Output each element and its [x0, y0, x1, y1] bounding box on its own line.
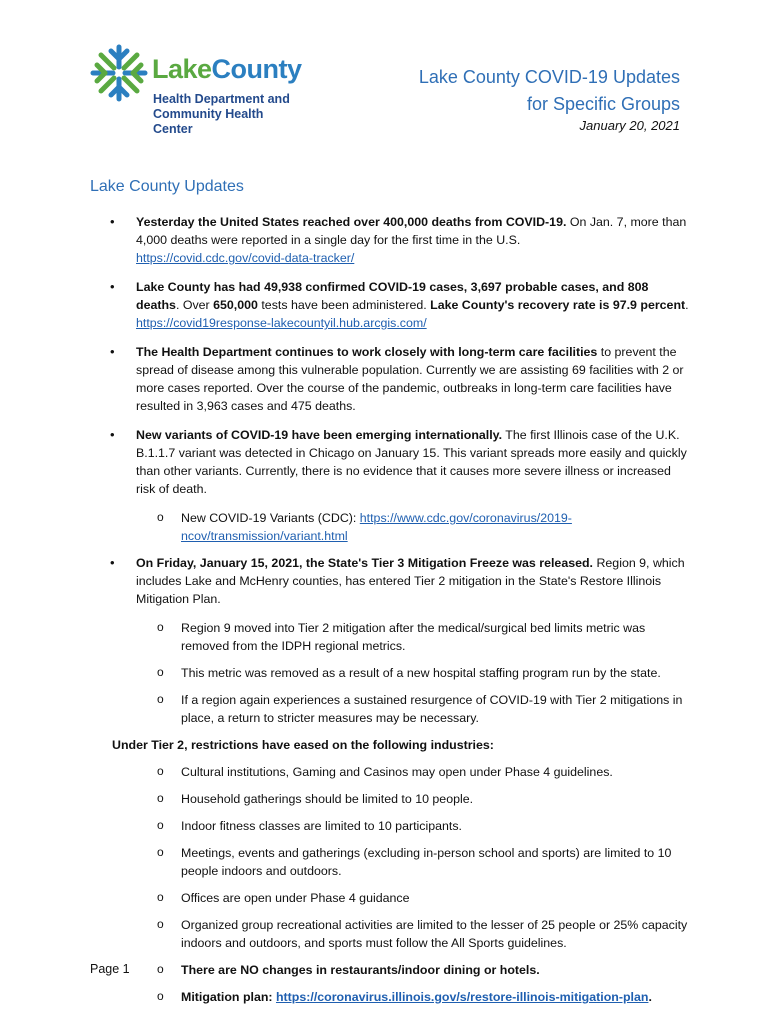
tier2-item: o Cultural institutions, Gaming and Casinos may open under Phase 4 guidelines. — [90, 763, 690, 781]
cdc-variants-link[interactable]: https://www.cdc.gov/coronavirus/2019-ncov/transmission/variant.html — [181, 511, 572, 543]
document-date: January 20, 2021 — [579, 118, 680, 133]
sub-item-variants-cdc: o New COVID-19 Variants (CDC): https://www.cdc.gov/coronavirus/2019-ncov/transmission/variant.html — [90, 509, 690, 545]
logo-subtitle: Health Department and Community Health Center — [153, 92, 290, 136]
arcgis-dashboard-link[interactable]: https://covid19response-lakecountyil.hub.arcgis.com/ — [136, 316, 427, 330]
bullet-tier3-released: • On Friday, January 15, 2021, the State's Tier 3 Mitigation Freeze was released. Region 9, which includes Lake and McHenry counties, has entered Tier 2 mitigation in the State's Restore Illinois Mitigation Plan. — [90, 554, 690, 608]
bullet-us-deaths: • Yesterday the United States reached over 400,000 deaths from COVID-19. On Jan. 7, more than 4,000 deaths were reported in a single day for the first time in the U.S. https://covid.cdc.gov/covid-data-tracker/ — [90, 213, 690, 267]
sub-item: o Region 9 moved into Tier 2 mitigation after the medical/surgical bed limits metric was removed from the IDPH regional metrics. — [90, 619, 690, 655]
section-heading: Lake County Updates — [90, 178, 244, 195]
snowflake-logo-icon — [90, 44, 148, 102]
tier2-item: o Organized group recreational activities are limited to the lesser of 25 people or 25% capacity indoors and outdoors, and sports must follow the All Sports guidelines. — [90, 916, 690, 952]
mitigation-plan-link[interactable]: https://coronavirus.illinois.gov/s/restore-illinois-mitigation-plan — [275, 990, 649, 1004]
tier2-item: o Indoor fitness classes are limited to 10 participants. — [90, 817, 690, 835]
tier2-item-mitigation-plan: o Mitigation plan: https://coronavirus.illinois.gov/s/restore-illinois-mitigation-plan. — [90, 988, 690, 1006]
document-title: Lake County COVID-19 Updates for Specific Groups — [418, 67, 680, 114]
cdc-tracker-link[interactable]: https://covid.cdc.gov/covid-data-tracker/ — [136, 251, 355, 265]
logo-wordmark: LakeCounty — [152, 54, 302, 84]
bullet-long-term-care: • The Health Department continues to work closely with long-term care facilities to prevent the spread of disease among this vulnerable population. Currently we are assisting 69 facilities with 2 or more cases reported. Over the course of the pandemic, outbreaks in long-term care facilities have resulted in 3,963 cases and 475 deaths. — [90, 343, 690, 415]
lake-county-logo — [90, 44, 302, 136]
bullet-new-variants: • New variants of COVID-19 have been emerging internationally. The first Illinois case of the U.K. B.1.1.7 variant was detected in Chicago on January 15. This variant spreads more easily and quickly than other variants. Currently, there is no evidence that it causes more severe illness or increased risk of death. — [90, 426, 690, 498]
tier2-item: o Offices are open under Phase 4 guidance — [90, 889, 690, 907]
tier2-item-no-changes: o There are NO changes in restaurants/indoor dining or hotels. — [90, 961, 690, 979]
sub-item: o If a region again experiences a sustained resurgence of COVID-19 with Tier 2 mitigations in place, a return to stricter measures may be necessary. — [90, 691, 690, 727]
sub-item: o This metric was removed as a result of a new hospital staffing program run by the state. — [90, 664, 690, 682]
tier2-heading: Under Tier 2, restrictions have eased on the following industries: — [112, 738, 494, 752]
tier2-item: o Household gatherings should be limited to 10 people. — [90, 790, 690, 808]
bullet-lake-county-cases: • Lake County has had 49,938 confirmed COVID-19 cases, 3,697 probable cases, and 808 deaths. Over 650,000 tests have been administered. Lake County's recovery rate is 97.9 percent. https://covid19response-lakecountyil.hub.arcgis.com/ — [90, 278, 690, 332]
updates-list — [90, 213, 690, 1015]
tier2-item: o Meetings, events and gatherings (excluding in-person school and sports) are limited to 10 people indoors and outdoors. — [90, 844, 690, 880]
page-number: Page 1 — [90, 962, 130, 976]
